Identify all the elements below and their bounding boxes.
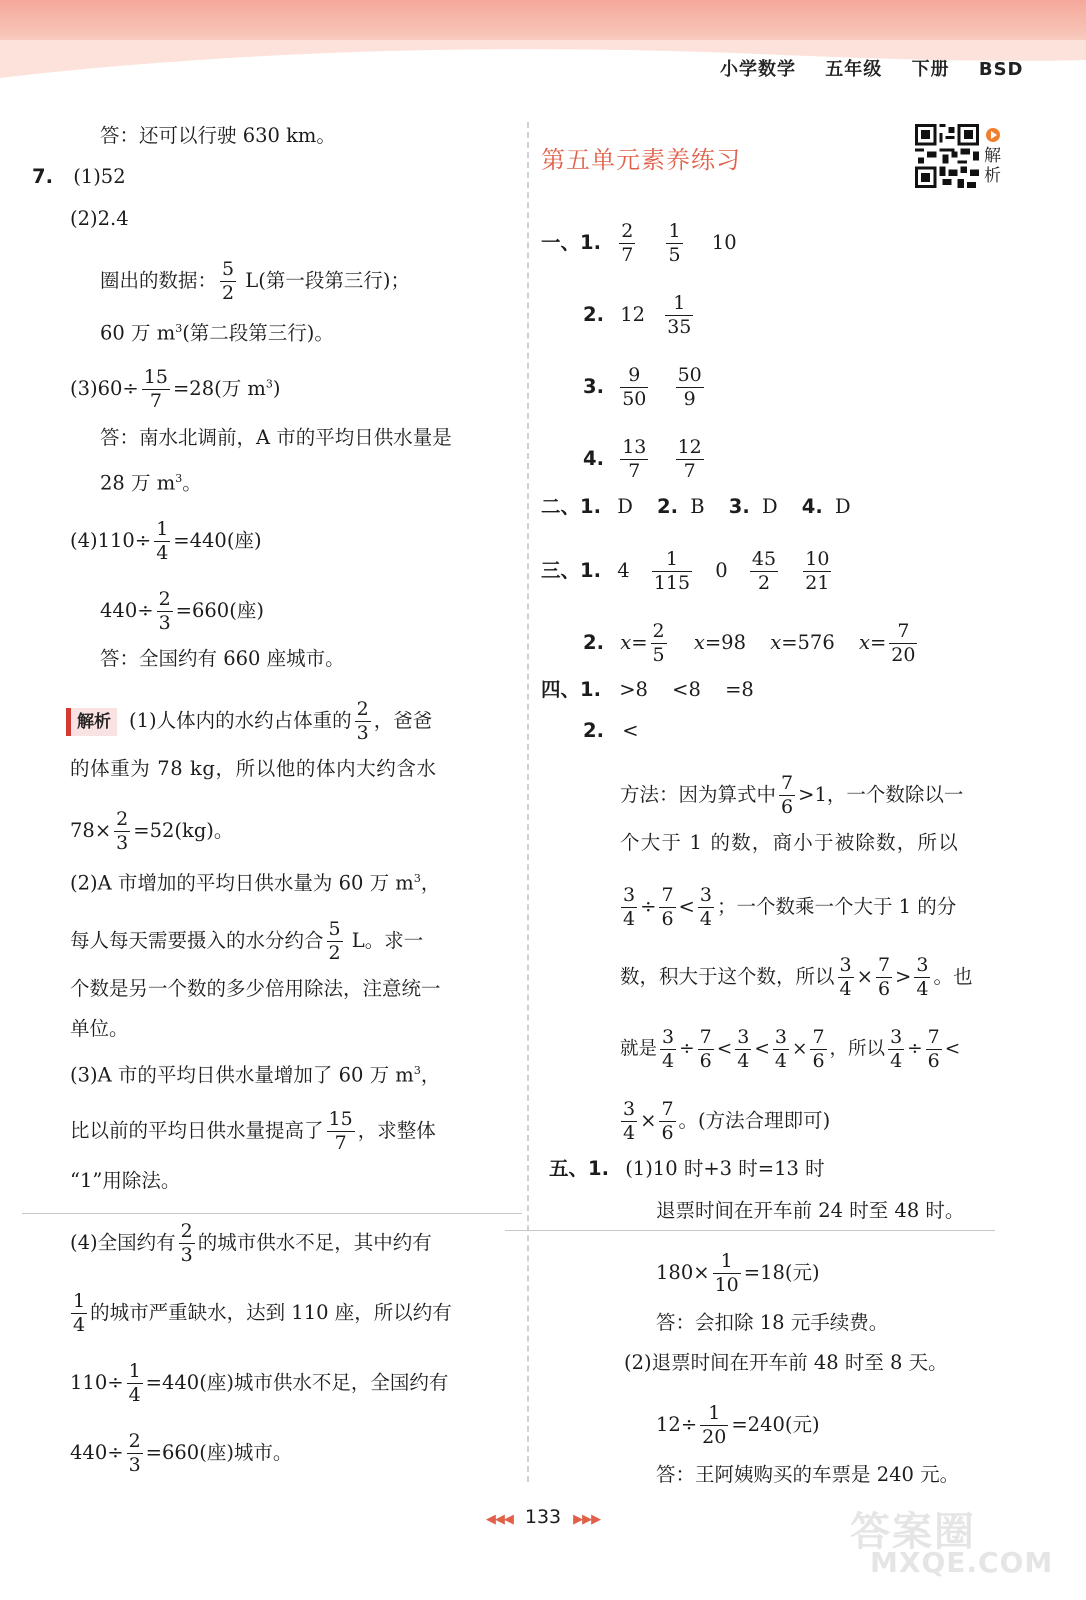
text: 就是 [620, 1038, 658, 1060]
section-5-line: 答：王阿姨购买的车票是 240 元。 [656, 1463, 960, 1486]
fraction: $\frac{3}{4}$ [623, 884, 636, 930]
value: D [761, 495, 778, 518]
analysis-line: “1”用除法。 [70, 1169, 181, 1192]
section-5-line [549, 1156, 825, 1182]
method-line [620, 956, 973, 999]
section-5-line [656, 1252, 820, 1295]
text: 。也 [933, 965, 973, 988]
text: ， [420, 871, 441, 895]
operator: > [895, 965, 912, 988]
text: =240(元) [731, 1413, 820, 1436]
qr-code-icon[interactable] [915, 124, 979, 188]
item-label: 2. [583, 719, 604, 742]
fraction: $\frac{1}{4}$ [128, 1360, 141, 1406]
fraction: $\frac{1}{4}$ [73, 1290, 86, 1336]
text: 440÷ [100, 599, 154, 622]
volume-label: 下册 [911, 59, 950, 80]
operator: ÷ [679, 1038, 695, 1060]
scan-artifact-line [22, 1213, 522, 1214]
fraction: $\frac{7}{6}$ [699, 1026, 712, 1072]
text: ；一个数乘一个大于 1 的分 [716, 895, 957, 918]
answer-line [100, 590, 264, 633]
fraction: $\frac{3}{4}$ [916, 954, 929, 1000]
fraction: $\frac{7}{6}$ [781, 772, 794, 818]
text: (第二段第三行)。 [182, 321, 334, 345]
value: =576 [781, 631, 835, 654]
fraction: $\frac{2}{3}$ [128, 1430, 141, 1476]
value: =98 [704, 631, 746, 654]
value: < [622, 719, 639, 742]
text: (3)A 市的平均日供水量增加了 60 万 m [70, 1063, 414, 1087]
fraction: $\frac{1}{5}$ [668, 220, 681, 266]
analysis-line [70, 866, 440, 897]
text: =52(kg)。 [133, 819, 234, 842]
fraction: $\frac{45}{2}$ [751, 548, 777, 594]
value: 12 [620, 303, 646, 326]
section-1-line [583, 294, 696, 337]
item-label: 三、1. [541, 559, 601, 582]
text: 。 [182, 471, 202, 495]
operator: < [716, 1038, 733, 1060]
fraction: $\frac{1}{115}$ [653, 548, 691, 594]
text: (1)10 时+3 时=13 时 [625, 1157, 825, 1180]
text: 数，积大于这个数，所以 [620, 965, 835, 988]
method-line [618, 886, 956, 929]
fraction: $\frac{10}{21}$ [805, 548, 830, 594]
value: D [617, 495, 633, 518]
text: 的城市严重缺水，达到 110 座，所以约有 [90, 1301, 452, 1324]
text: 。(方法合理即可) [678, 1109, 831, 1132]
fraction: $\frac{3}{4}$ [737, 1026, 750, 1072]
fraction: $\frac{2}{3}$ [356, 698, 369, 744]
analysis-line [70, 1110, 436, 1153]
text: 每人每天需要摄入的水分约合 [70, 929, 324, 952]
method-line [620, 1028, 960, 1071]
answer-line: 答：全国约有 660 座城市。 [100, 647, 345, 670]
fraction: $\frac{3}{4}$ [662, 1026, 675, 1072]
text: 方法：因为算式中 [620, 783, 777, 806]
text: 28 万 m [100, 471, 176, 495]
analysis-tag: 解析 [66, 708, 117, 736]
text: ，求整体 [357, 1119, 436, 1142]
value: 0 [715, 559, 728, 582]
fraction: $\frac{1}{35}$ [667, 292, 692, 338]
section-title: 第五单元素养练习 [541, 146, 741, 174]
answer-line [70, 520, 262, 563]
answer-text: (2)2.4 [70, 207, 129, 230]
scan-artifact-line [505, 1230, 995, 1231]
operator: × [856, 965, 873, 988]
fraction: $\frac{1}{4}$ [156, 518, 169, 564]
edition-label: BSD [978, 59, 1024, 80]
fraction: $\frac{3}{4}$ [623, 1098, 636, 1144]
answer-line [100, 466, 202, 497]
text: 12÷ [656, 1413, 698, 1436]
operator: ÷ [640, 895, 657, 918]
text: = [631, 631, 648, 654]
watermark-text: 答案圈 [850, 1509, 976, 1555]
fraction: $\frac{3}{4}$ [839, 954, 852, 1000]
superscript: 3 [413, 1064, 421, 1077]
fraction: $\frac{7}{20}$ [891, 620, 916, 666]
text: 的城市供水不足，其中约有 [197, 1231, 432, 1254]
value: 4 [617, 559, 630, 582]
variable: x [858, 631, 870, 654]
text: 440÷ [70, 1441, 124, 1464]
section-5-line: (2)退票时间在开车前 48 时至 8 天。 [624, 1351, 948, 1374]
text: =440(座)城市供水不足，全国约有 [145, 1371, 449, 1394]
operator: × [640, 1109, 657, 1132]
item-label: 3. [728, 495, 750, 518]
item-label: 四、1. [541, 678, 601, 701]
text: 110÷ [70, 1371, 124, 1394]
superscript: 3 [175, 322, 183, 335]
operator: × [791, 1038, 808, 1060]
analysis-line: 的体重为 78 kg，所以他的体内大约含水 [70, 757, 437, 780]
fraction: $\frac{7}{6}$ [661, 884, 674, 930]
section-5-line [656, 1404, 820, 1447]
analysis-line [70, 1432, 292, 1475]
fraction: $\frac{7}{6}$ [927, 1026, 940, 1072]
subject-label: 小学数学 [720, 59, 796, 80]
grade-label: 五年级 [825, 59, 883, 80]
fraction: $\frac{1}{10}$ [714, 1250, 739, 1296]
text: ，爸爸 [373, 709, 433, 732]
item-label: 2. [657, 495, 679, 518]
item-label: 4. [583, 447, 604, 470]
fraction: $\frac{15}{7}$ [328, 1108, 353, 1154]
item-label: 4. [801, 495, 823, 518]
fraction: $\frac{15}{7}$ [143, 366, 168, 412]
analysis-line [70, 1222, 432, 1265]
text: =18(元) [743, 1261, 820, 1284]
operator: < [678, 895, 695, 918]
section-4-line [541, 677, 754, 703]
variable: x [620, 631, 632, 654]
item-label: 二、1. [541, 495, 601, 518]
item-label: 2. [583, 631, 604, 654]
item-label: 一、1. [541, 231, 601, 254]
text: (4)全国约有 [70, 1231, 176, 1254]
text: (2)A 市增加的平均日供水量为 60 万 m [70, 871, 414, 895]
text: (3)60÷ [70, 377, 139, 400]
item-label: 2. [583, 303, 604, 326]
method-line [618, 1100, 830, 1143]
section-5-line: 答：会扣除 18 元手续费。 [656, 1311, 889, 1334]
value: <8 [672, 678, 701, 701]
text: 60 万 m [100, 321, 176, 345]
fraction: $\frac{2}{3}$ [116, 808, 129, 854]
text: >1，一个数除以一 [798, 783, 964, 806]
fraction: $\frac{5}{2}$ [222, 258, 235, 304]
text: 圈出的数据： [100, 269, 218, 292]
left-arrows-icon: ◀◀◀ [485, 1512, 513, 1527]
operator: < [944, 1038, 961, 1060]
section-1-line [583, 438, 707, 481]
text: ) [272, 377, 281, 400]
answer-line: 答：南水北调前，A 市的平均日供水量是 [100, 426, 452, 449]
watermark [850, 1500, 1054, 1579]
fraction: $\frac{5}{2}$ [328, 918, 341, 964]
column-divider [527, 122, 529, 1482]
text: =440(座) [173, 529, 262, 552]
variable: x [770, 631, 782, 654]
fraction: $\frac{2}{3}$ [180, 1220, 193, 1266]
operator: < [754, 1038, 770, 1060]
question-7-line [32, 164, 126, 190]
value: B [690, 495, 705, 518]
analysis-line: 单位。 [70, 1017, 129, 1040]
text: ， [420, 1063, 441, 1087]
fraction: $\frac{3}{4}$ [774, 1026, 787, 1072]
text: ，所以 [829, 1038, 886, 1060]
fraction: $\frac{9}{50}$ [622, 364, 647, 410]
qr-label: 解析 [984, 146, 1001, 186]
text: =660(座) [175, 599, 264, 622]
text: (1)人体内的水约占体重的 [129, 709, 352, 732]
superscript: 3 [175, 472, 183, 485]
operator: ÷ [907, 1038, 923, 1060]
value: =8 [725, 678, 754, 701]
section-5-line: 退票时间在开车前 24 时至 48 时。 [656, 1199, 965, 1222]
answer-line [70, 368, 281, 411]
value: D [834, 495, 851, 518]
analysis-line: 个数是另一个数的多少倍用除法，注意统一 [70, 977, 441, 1000]
play-icon[interactable] [986, 128, 1000, 142]
book-tag [720, 55, 1023, 81]
watermark-url: MXQE.COM [870, 1546, 1054, 1579]
text: L。求一 [345, 929, 424, 952]
fraction: $\frac{2}{5}$ [652, 620, 665, 666]
fraction: $\frac{3}{4}$ [890, 1026, 903, 1072]
fraction: $\frac{12}{7}$ [677, 436, 702, 482]
page-number: 133 [524, 1506, 562, 1528]
analysis-line [66, 700, 432, 743]
analysis-line [68, 1292, 452, 1335]
section-3-line [583, 622, 920, 665]
fraction: $\frac{1}{20}$ [702, 1402, 727, 1448]
value: >8 [619, 678, 648, 701]
superscript: 3 [413, 872, 421, 885]
analysis-line [70, 1362, 448, 1405]
text: L(第一段第三行)； [239, 269, 410, 292]
fraction: $\frac{50}{9}$ [677, 364, 702, 410]
fraction: $\frac{7}{6}$ [877, 954, 891, 1000]
analysis-line [70, 920, 423, 963]
answer-text: (1)52 [73, 165, 126, 188]
fraction: $\frac{2}{3}$ [158, 588, 171, 634]
method-line [620, 774, 963, 817]
fraction: $\frac{3}{4}$ [699, 884, 712, 930]
text: =28(万 m [172, 377, 266, 400]
section-1-line [541, 222, 737, 265]
section-3-line [541, 550, 834, 593]
fraction: $\frac{13}{7}$ [622, 436, 647, 482]
superscript: 3 [265, 377, 273, 391]
fraction: $\frac{7}{6}$ [812, 1026, 825, 1072]
method-line: 个大于 1 的数，商小于被除数，所以 [620, 831, 959, 854]
item-label: 3. [583, 375, 604, 398]
variable: x [693, 631, 705, 654]
fraction: $\frac{7}{6}$ [661, 1098, 674, 1144]
answer-line [100, 260, 410, 303]
text: (4)110÷ [70, 529, 152, 552]
question-number: 7. [32, 165, 53, 188]
section-1-line [583, 366, 707, 409]
analysis-line [70, 810, 233, 853]
section-2-line [541, 494, 851, 520]
right-arrows-icon: ▶▶▶ [573, 1512, 601, 1527]
text: =660(座)城市。 [145, 1441, 293, 1464]
text: 180× [656, 1261, 710, 1284]
answer-line [100, 316, 334, 347]
section-4-line [583, 718, 639, 744]
text: 78× [70, 819, 112, 842]
value: 10 [711, 231, 737, 254]
item-label: 五、1. [549, 1157, 609, 1180]
text: = [869, 631, 887, 654]
answer-line: 答：还可以行驶 630 km。 [100, 124, 336, 147]
analysis-line [70, 1058, 440, 1089]
text: 比以前的平均日供水量提高了 [70, 1119, 324, 1142]
fraction: $\frac{2}{7}$ [621, 220, 634, 266]
